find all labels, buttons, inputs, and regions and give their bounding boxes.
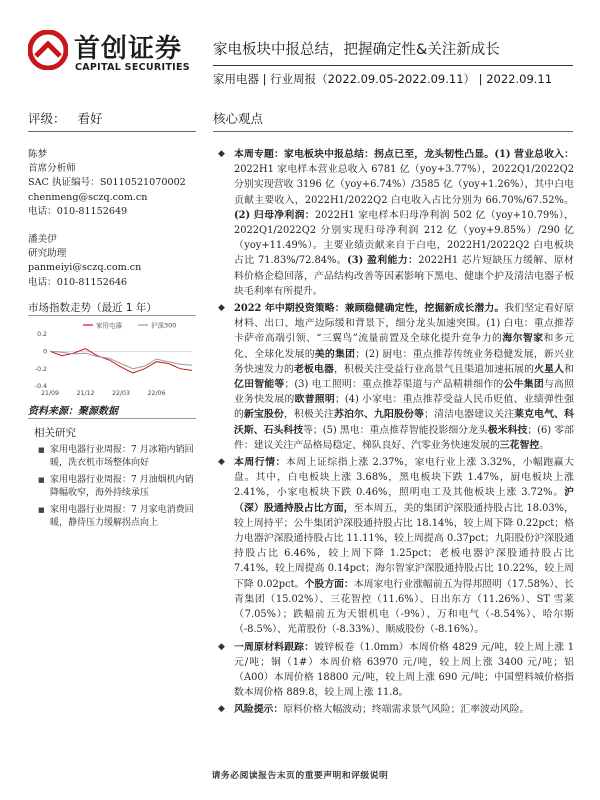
brand-name-en: CAPITAL SECURITIES xyxy=(75,62,190,73)
viewpoint-text: ；(2) 厨电：重点推荐传统业务稳健发展，新兴业务快速发力的 xyxy=(234,348,574,375)
analyst-role: 首席分析师 xyxy=(28,163,76,175)
bullet-diamond-icon: ◆ xyxy=(218,303,225,314)
chart-source: 资料来源：聚源数据 xyxy=(28,406,118,417)
viewpoint-emphasis: 火星人 xyxy=(534,363,565,375)
x-tick-label: 21/09 xyxy=(41,390,59,397)
rating-label: 评级： xyxy=(28,111,66,126)
viewpoint-paragraph xyxy=(218,702,574,717)
viewpoint-emphasis: 公牛集团 xyxy=(503,379,544,391)
mini-chart-divider xyxy=(28,315,196,316)
viewpoint-text: 2022H1 家电样本营业总收入 6781 亿（yoy+3.77%），2022Q1/2022Q2 分别实现营收 3196 亿（yoy+6.74%）/3585 亿（yoy+1.26%），其中白电贡献主要收入，2022H1/2022Q2 白电收入占比分别为 66.70%/67.52%。 xyxy=(234,164,574,206)
analyst-name: 陈梦 xyxy=(28,149,48,160)
viewpoint-emphasis: 本周专题：家电板块中报总结：拐点已至，龙头韧性凸显。(1) 营业总收入： xyxy=(234,149,574,160)
series-line-csi300 xyxy=(50,351,192,368)
viewpoint-emphasis: 沪（深）股通持股占比方面， xyxy=(234,487,574,514)
viewpoint-text: 本周上证综指上涨 2.37%，家电行业上涨 3.32%，小幅跑赢大盘。其中，白电板块上涨 3.68%，黑电板块下跌 1.47%，厨电板块上涨 2.41%，小家电板块下跌 0.46%，照明电工及其他板块上涨 3.72%。 xyxy=(234,457,574,499)
bullet-diamond-icon: ◆ xyxy=(218,704,225,715)
related-research-item[interactable]: ■ 家用电器行业周报：7 月冰箱内销回暖，洗衣机市场整体向好 xyxy=(38,444,198,470)
viewpoint-emphasis: 个股方面： xyxy=(304,578,354,590)
market-index-chart xyxy=(28,320,196,398)
viewpoint-text: ，积极关注 xyxy=(284,409,335,421)
viewpoint-paragraph xyxy=(218,301,574,453)
series-line-home-appliances xyxy=(50,349,192,373)
viewpoint-emphasis: 三花智控 xyxy=(499,439,540,451)
viewpoint-emphasis: 欧普照明 xyxy=(294,394,335,406)
related-research-title: 相关研究 xyxy=(34,427,76,439)
viewpoint-emphasis: 本周行情： xyxy=(234,457,286,469)
x-tick-label: 22/06 xyxy=(147,390,166,397)
viewpoint-text: 本周家电行业涨幅前五为得邦照明（17.58%）、长青集团（15.02%）、三花智控（11.6%）、日出东方（11.26%）、ST 雪莱（7.05%）；跌幅前五为天银机电（-9%）、万和电气（-8.54%）、哈尔斯（-8.5%）、光莆股份（-8.33%）、顺威股份（-8.16%）。 xyxy=(234,578,574,636)
viewpoint-text: 2022H1 芯片短缺压力缓解、原材料价格企稳回落，产品结构改善等因素影响下黑电、健康个护及清洁电器子板块毛利率有所提升。 xyxy=(234,255,575,297)
viewpoint-emphasis: 莱克电气、科沃斯、石头科技 xyxy=(234,409,574,436)
y-tick-label: 0.2 xyxy=(37,331,47,339)
title-divider xyxy=(213,65,573,66)
core-heading: 核心观点 xyxy=(213,111,264,126)
viewpoint-text: 镀锌板卷（1.0mm）本周价格 4829 元/吨，较上周上涨 1 元/吨；铜（1#）本周价格 63970 元/吨，较上周上涨 3400 元/吨；铝（A00）本周价格 18800 元/吨，较上周上涨 690 元/吨；中国塑料城价格指数本周价格 889.8，较上周上涨 11.8。 xyxy=(234,641,574,699)
viewpoint-text: 。 xyxy=(539,439,550,451)
assistant-name: 潘美伊 xyxy=(28,234,57,246)
bullet-diamond-icon: ◆ xyxy=(218,641,225,652)
viewpoint-emphasis: 2022 年中期投资策略：兼顾稳健确定性，挖掘新成长潜力。 xyxy=(234,303,505,315)
mini-chart-title: 市场指数走势（最近 1 年） xyxy=(28,302,157,314)
viewpoint-text: ，积极关注受益行业高景气且渠道加速拓展的 xyxy=(334,363,535,375)
analyst-phone: 电话：010-81152649 xyxy=(28,205,128,217)
viewpoint-text: ；(4) 小家电：重点推荐受益人民币贬值、业绩弹性强的 xyxy=(234,394,574,421)
viewpoint-emphasis: 海尔智家 xyxy=(502,333,544,345)
viewpoint-text: 和 xyxy=(564,363,574,375)
legend-label: 沪深300 xyxy=(151,321,177,330)
brand-name-cn: 首创证券 xyxy=(74,34,183,64)
viewpoint-text: ；(6) 零部件：建议关注产品格局稳定、梯队良好、汽零业务快速发展的 xyxy=(234,424,574,451)
report-meta: 家用电器 | 行业周报（2022.09.05-2022.09.11） | 2022.09.11 xyxy=(213,72,553,86)
viewpoint-text: 与高照业务快发展的 xyxy=(234,379,574,406)
viewpoint-text: ；清洁电器建议关注 xyxy=(424,409,515,421)
viewpoint-emphasis: 亿田智能等 xyxy=(234,379,285,391)
assistant-email[interactable]: panmeiyi@sczq.com.cn xyxy=(28,262,142,274)
y-tick-label: -0.2 xyxy=(34,365,47,373)
assistant-role: 研究助理 xyxy=(28,248,67,260)
x-tick-label: 22/03 xyxy=(112,390,130,397)
related-research-item[interactable]: ■ 家用电器行业周报：7 月家电消费回暖，静待压力缓解拐点向上 xyxy=(38,504,198,530)
viewpoint-emphasis: 极米科技 xyxy=(487,424,528,436)
viewpoint-emphasis: 苏泊尔、九阳股份等 xyxy=(334,409,425,421)
analyst-license: SAC 执证编号：S0110521070002 xyxy=(28,177,186,189)
viewpoint-emphasis: (2) 归母净利润： xyxy=(234,209,315,221)
y-tick-label: -0.4 xyxy=(34,383,47,391)
assistant-phone: 电话：010-81152646 xyxy=(28,276,128,288)
viewpoint-paragraph xyxy=(218,147,574,299)
viewpoint-emphasis: 新宝股份 xyxy=(244,409,285,421)
analyst-email[interactable]: chenmeng@sczq.com.cn xyxy=(28,191,148,203)
viewpoint-text: 原料价格大幅波动；终端需求景气风险；汇率波动风险。 xyxy=(283,704,530,716)
y-tick-label: 0 xyxy=(43,348,47,356)
bullet-diamond-icon: ◆ xyxy=(218,149,225,159)
company-logo xyxy=(28,28,198,80)
report-title: 家电板块中报总结，把握确定性&关注新成长 xyxy=(213,42,500,58)
viewpoint-emphasis: 老板电器 xyxy=(294,363,335,375)
x-tick-label: 21/12 xyxy=(76,390,95,397)
viewpoint-emphasis: (3) 盈利能力： xyxy=(347,255,419,267)
analyst-info xyxy=(28,148,203,290)
viewpoint-text: 我们坚定看好原材料、出口、地产边际缓和背景下，细分龙头加速突围。(1) 白电：重点推荐卡萨帝高端引领、“三翼鸟”流量前置及全球化提升竞争力的 xyxy=(234,303,574,345)
viewpoint-emphasis: 一周原材料跟踪： xyxy=(234,641,315,653)
viewpoint-text: 和多元化、全球化发展的 xyxy=(234,333,574,360)
core-divider xyxy=(213,131,573,132)
viewpoint-paragraph xyxy=(218,455,574,637)
core-viewpoints-body xyxy=(218,147,574,720)
related-research-list xyxy=(38,444,198,534)
rating-divider xyxy=(28,131,196,132)
company-emblem-icon xyxy=(28,30,68,70)
viewpoint-emphasis: 美的集团 xyxy=(314,348,356,360)
rating-value: 看好 xyxy=(77,111,103,126)
source-divider xyxy=(28,418,196,419)
viewpoint-emphasis: 风险提示： xyxy=(234,704,284,716)
viewpoint-paragraph xyxy=(218,640,574,701)
viewpoint-text: ；(3) 电工照明：重点推荐渠道与产品精耕细作的 xyxy=(284,379,504,391)
disclaimer-footer: 请务必阅读报告末页的重要声明和评级说明 xyxy=(211,771,389,781)
rating-heading xyxy=(28,109,103,127)
viewpoint-text: 2022H1 家电样本归母净利润 502 亿（yoy+10.79%），2022Q1/2022Q2 分别实现归母净利润 212 亿（yoy+9.85%）/290 亿（yoy+11.49%）。主要业绩贡献来自于白电，2022H1/2022Q2 白电板块占比 71.83%/72.84%。 xyxy=(234,209,574,267)
legend-label: 家用电器 xyxy=(96,321,122,330)
related-research-item[interactable]: ■ 家用电器行业周报：7 月油烟机内销降幅收窄，海外持续承压 xyxy=(38,474,198,500)
viewpoint-text: 至本周五，美的集团沪深股通持股占比 18.03%，较上周持平；公牛集团沪深股通持股占比 18.14%，较上周下降 0.22pct；格力电器沪深股通持股占比 11.11%，较上周提高 0.37pct；九阳股份沪深股通持股占比 6.46%，较上周下降 1.25pct；老板电器沪深股通持股占比 7.41%，较上周提高 0.14pct；海尔智家沪深股通持股占比 10.22%，较上周下降 0.02pct。 xyxy=(234,502,574,590)
viewpoint-text: 等；(5) 黑电：重点推荐智能投影细分龙头 xyxy=(303,424,488,436)
bullet-diamond-icon: ◆ xyxy=(218,457,225,468)
